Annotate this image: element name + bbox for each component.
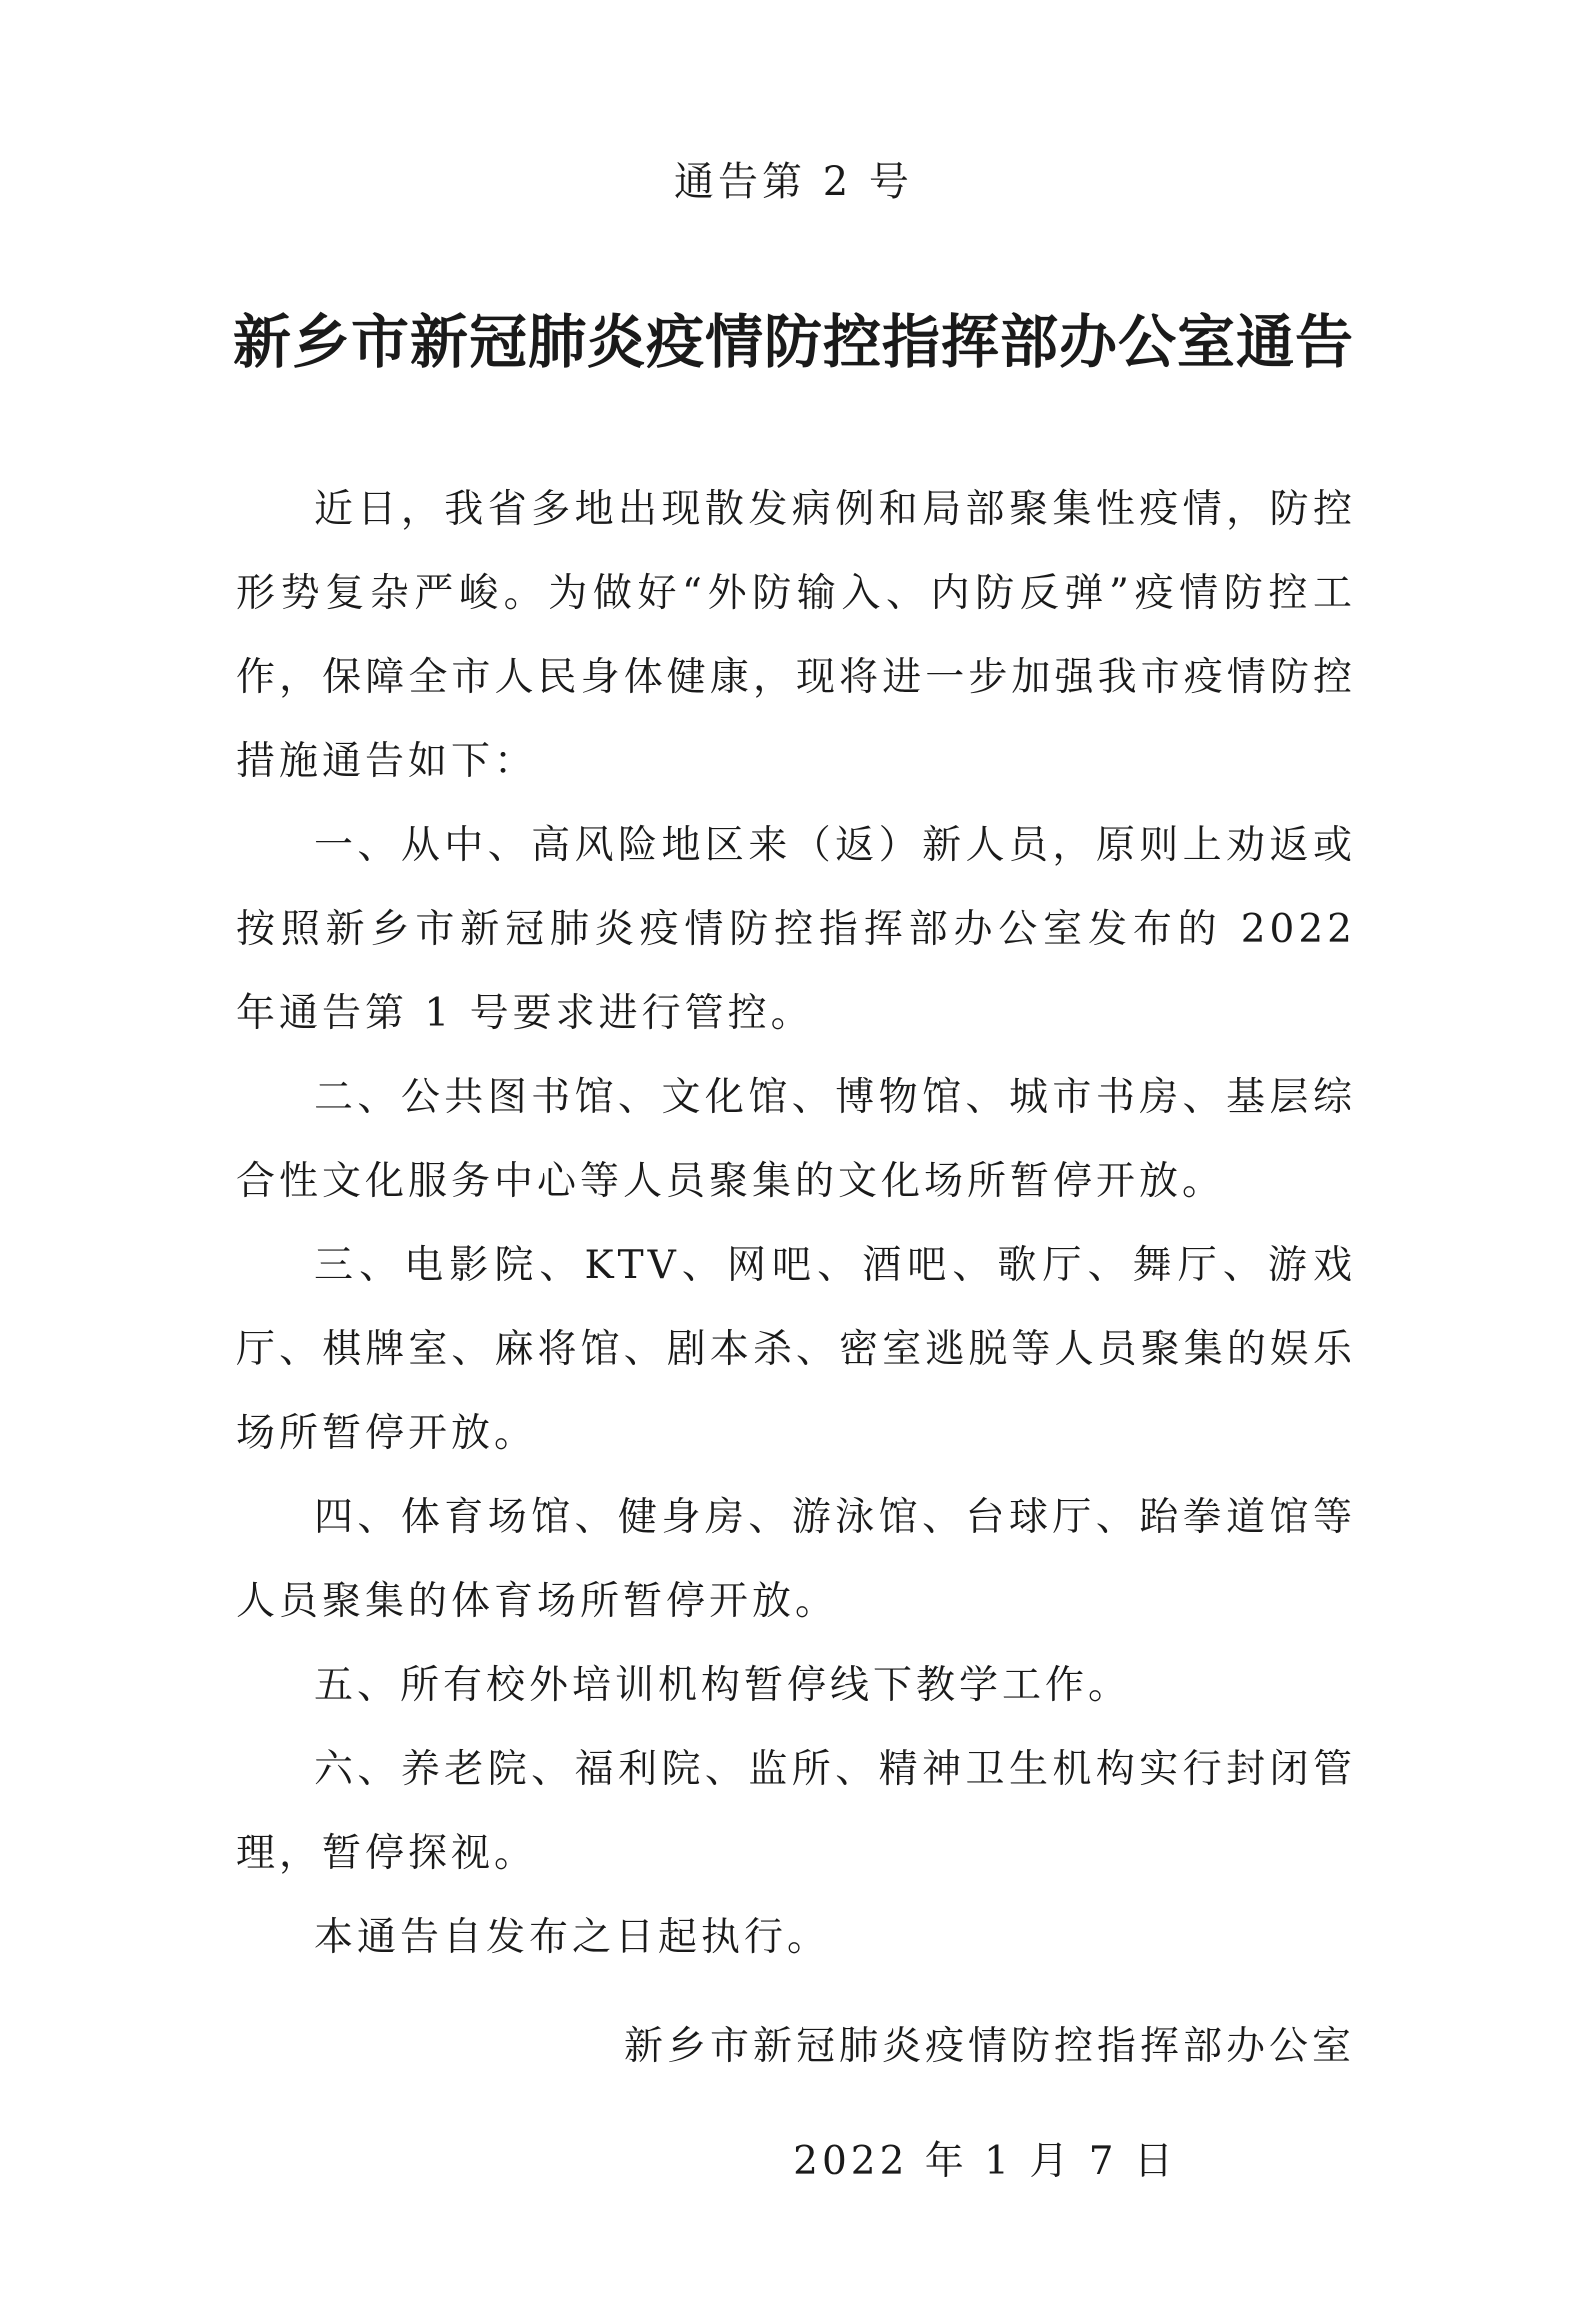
issue-date: 2022 年 1 月 7 日 bbox=[793, 2139, 1177, 2184]
issuer-signature: 新乡市新冠肺炎疫情防控指挥部办公室 bbox=[623, 2024, 1355, 2069]
measure-paragraph-1: 一、从中、高风险地区来（返）新人员，原则上劝返或按照新乡市新冠肺炎疫情防控指挥部办公室发布的 2022 年通告第 1 号要求进行管控。 bbox=[236, 823, 1356, 1036]
page-title: 新乡市新冠肺炎疫情防控指挥部办公室通告 bbox=[232, 308, 1354, 376]
measure-paragraph-4: 四、体育场馆、健身房、游泳馆、台球厅、跆拳道馆等人员聚集的体育场所暂停开放。 bbox=[236, 1495, 1356, 1624]
notice-number: 通告第 2 号 bbox=[674, 159, 913, 205]
measure-paragraph-5: 五、所有校外培训机构暂停线下教学工作。 bbox=[314, 1663, 1132, 1708]
measure-paragraph-3: 三、电影院、KTV、网吧、酒吧、歌厅、舞厅、游戏厅、棋牌室、麻将馆、剧本杀、密室逃脱等人员聚集的娱乐场所暂停开放。 bbox=[236, 1243, 1356, 1456]
effective-paragraph: 本通告自发布之日起执行。 bbox=[314, 1915, 831, 1960]
intro-paragraph: 近日，我省多地出现散发病例和局部聚集性疫情，防控形势复杂严峻。为做好“外防输入、内防反弹”疫情防控工作，保障全市人民身体健康，现将进一步加强我市疫情防控措施通告如下： bbox=[236, 487, 1356, 784]
notice-body bbox=[236, 468, 1356, 1980]
measure-paragraph-6: 六、养老院、福利院、监所、精神卫生机构实行封闭管理，暂停探视。 bbox=[236, 1747, 1356, 1876]
measure-paragraph-2: 二、公共图书馆、文化馆、博物馆、城市书房、基层综合性文化服务中心等人员聚集的文化场所暂停开放。 bbox=[236, 1075, 1356, 1204]
